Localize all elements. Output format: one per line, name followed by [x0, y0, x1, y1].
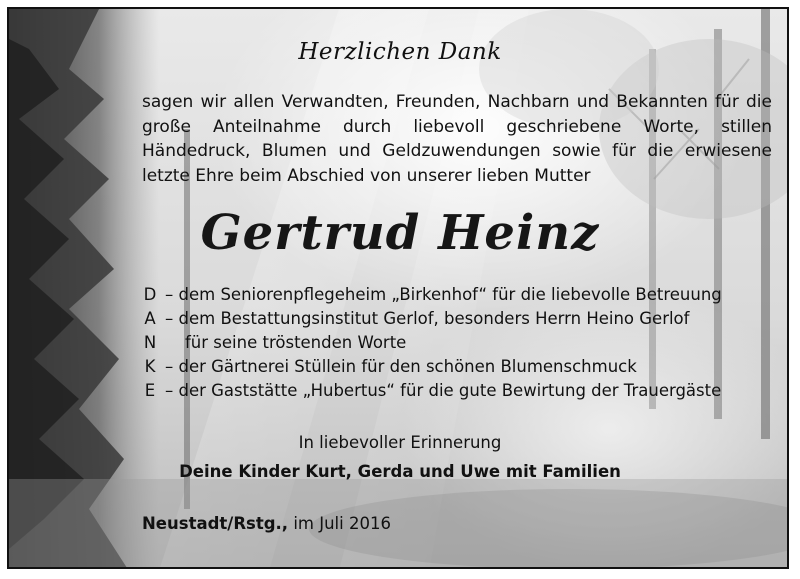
thanks-list — [141, 283, 781, 403]
heading: Herzlichen Dank — [298, 39, 502, 65]
acrostic-letter: D — [143, 285, 157, 304]
intro-text: sagen wir allen Verwandten, Freunden, Nachbarn und Bekannten für die große Anteilnahme durch liebevoll geschriebene Worte, stillen Händedruck, Blumen und Geldzuwendungen sowie für die erwiesene letzte Ehre beim Abschied von unserer lieben Mutter — [142, 92, 772, 186]
acrostic-letter: E — [144, 381, 156, 400]
place-and-date — [142, 514, 391, 533]
in-memory-line: In liebevoller Erinnerung — [298, 433, 502, 452]
thanks-text: – der Gaststätte „Hubertus“ für die gute Bewirtung der Trauergäste — [165, 381, 722, 400]
thanks-text: – dem Seniorenpflegeheim „Birkenhof“ für die liebevolle Betreuung — [165, 285, 722, 304]
family-signature: Deine Kinder Kurt, Gerda und Uwe mit Familien — [179, 462, 621, 481]
thanks-row — [141, 355, 781, 379]
thanks-row — [141, 379, 781, 403]
deceased-name: Gertrud Heinz — [200, 205, 600, 261]
acrostic-letter: N — [143, 333, 157, 352]
obituary-card — [7, 7, 789, 569]
acrostic-letter: K — [144, 357, 156, 376]
thanks-text: für seine tröstenden Worte — [185, 333, 407, 352]
acrostic-letter: A — [144, 309, 156, 328]
date: im Juli 2016 — [293, 514, 391, 533]
thanks-row — [141, 307, 781, 331]
thanks-row — [141, 331, 781, 355]
thanks-text: – dem Bestattungsinstitut Gerlof, besonders Herrn Heino Gerlof — [165, 309, 690, 328]
place: Neustadt/Rstg., — [142, 514, 289, 533]
thanks-text: – der Gärtnerei Stüllein für den schönen Blumenschmuck — [165, 357, 637, 376]
thanks-row — [141, 283, 781, 307]
